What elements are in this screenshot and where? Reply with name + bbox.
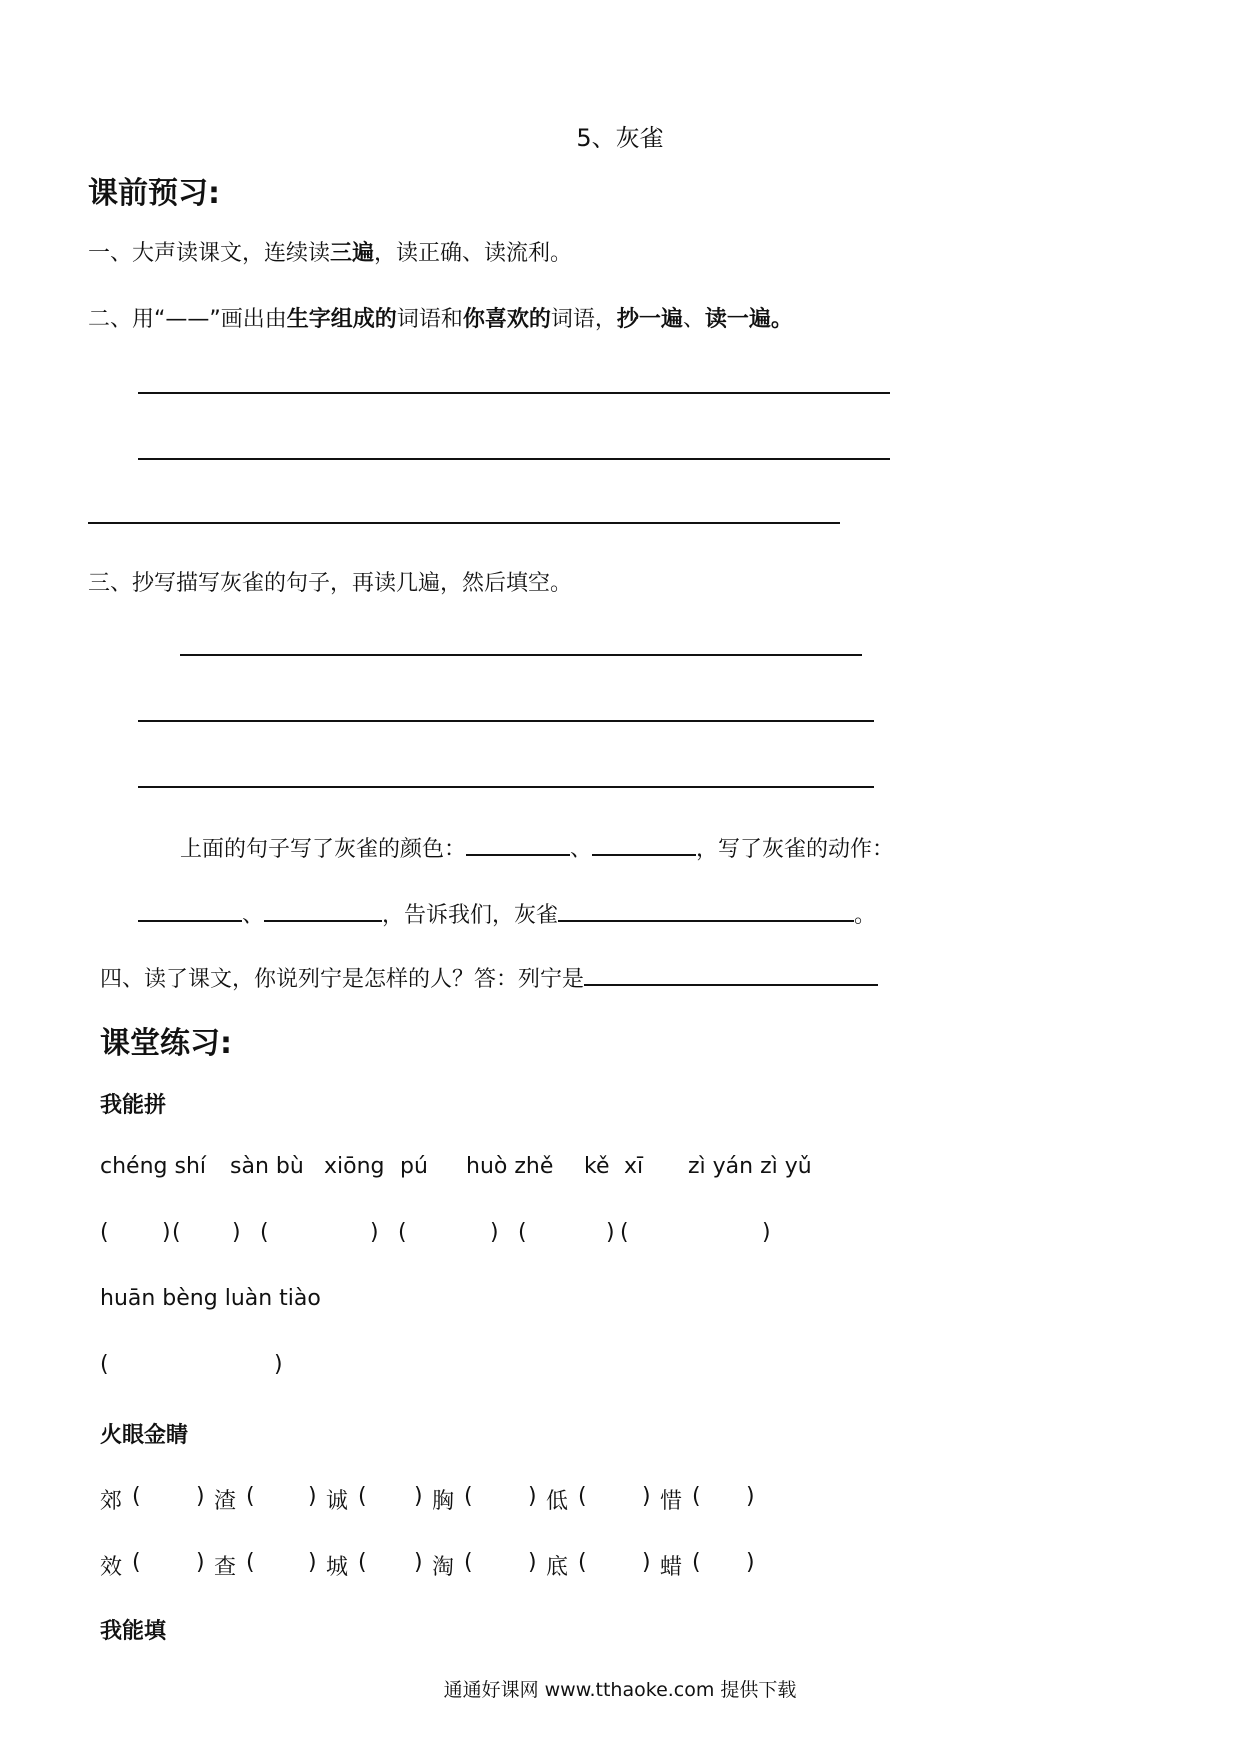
answer-line[interactable] [138,392,890,394]
q2-bold-h: 读一遍。 [704,307,793,332]
char: 低 [546,1489,569,1514]
char: 惜 [660,1489,683,1514]
char: 胸 [432,1489,455,1514]
q2-text-e: 词语， [550,307,617,332]
q4-text: 四、读了课文，你说列宁是怎样的人？答：列宁是 [100,967,585,992]
blank[interactable] [592,828,696,856]
answer-line[interactable] [138,786,874,788]
q2-text-a: 二、用“——”画出由 [88,307,287,332]
blank[interactable] [466,828,570,856]
paren[interactable]: ( [358,1484,367,1509]
char: 城 [326,1555,349,1580]
q1-text-c: ，读正确、读流利。 [374,241,573,266]
paren[interactable]: ( [246,1550,255,1575]
blank[interactable] [138,894,242,922]
pinyin-word: xī [624,1154,644,1179]
fill1-text-b: ，写了灰雀的动作： [696,837,895,862]
blank[interactable] [264,894,382,922]
blank[interactable] [584,958,878,986]
pinyin-word: xiōng [324,1154,385,1179]
pinyin-word: sàn bù [230,1154,304,1179]
question-1 [88,236,572,267]
char: 诚 [326,1489,349,1514]
pinyin-word: pú [400,1154,428,1179]
subheading-fill: 我能填 [100,1619,167,1644]
q2-bold-f: 抄一遍 [616,307,683,332]
answer-line[interactable] [138,458,890,460]
subheading-eye: 火眼金睛 [100,1423,189,1448]
char: 底 [546,1555,569,1580]
char: 效 [100,1555,123,1580]
fill-sentence-2 [138,894,876,929]
paren[interactable]: ( [246,1484,255,1509]
question-3: 三、抄写描写灰雀的句子，再读几遍，然后填空。 [88,571,573,596]
answer-line[interactable] [88,522,840,524]
fill2-text-a: ，告诉我们，灰雀 [382,903,559,928]
fill2-end: 。 [854,903,877,928]
question-2 [88,302,793,333]
q2-text-c: 词语和 [396,307,463,332]
pinyin-word: huān bèng luàn tiào [100,1286,321,1311]
footer-source: 通通好课网 www.tthaoke.com 提供下载 [443,1679,797,1701]
q2-bold-d: 你喜欢的 [462,307,551,332]
paren[interactable]: ( [464,1550,473,1575]
paren[interactable]: ( [578,1550,587,1575]
fill-sentence-1 [180,828,894,863]
paren[interactable]: ( [358,1550,367,1575]
question-4 [100,958,878,993]
q2-text-g: 、 [682,307,705,332]
section-heading-preview: 课前预习: [88,176,220,211]
blank[interactable] [558,894,854,922]
pinyin-word: chéng shí [100,1154,206,1179]
pinyin-word: zì yán zì yǔ [688,1154,812,1179]
answer-line[interactable] [138,720,874,722]
pinyin-word: kě [584,1154,610,1179]
char: 淘 [432,1555,455,1580]
q1-text-a: 一、大声读课文，连续读 [88,241,331,266]
paren[interactable]: ( [578,1484,587,1509]
page-title: 5、灰雀 [576,124,664,152]
paren[interactable]: ( [692,1484,701,1509]
pinyin-word: huò zhě [466,1154,554,1179]
subheading-pinyin: 我能拼 [100,1093,167,1118]
fill2-sep: 、 [242,903,265,928]
fill1-sep: 、 [570,837,593,862]
q2-bold-b: 生字组成的 [286,307,397,332]
q1-bold: 三遍 [330,241,375,266]
char: 查 [214,1555,237,1580]
paren[interactable]: ( [132,1484,141,1509]
paren[interactable]: ( [692,1550,701,1575]
paren[interactable]: ( [132,1550,141,1575]
char: 郊 [100,1489,123,1514]
section-heading-practice: 课堂练习: [100,1026,232,1061]
paren[interactable]: ( [464,1484,473,1509]
char: 蜡 [660,1555,683,1580]
fill1-text-a: 上面的句子写了灰雀的颜色： [180,837,467,862]
answer-line[interactable] [180,654,862,656]
char: 渣 [214,1489,237,1514]
